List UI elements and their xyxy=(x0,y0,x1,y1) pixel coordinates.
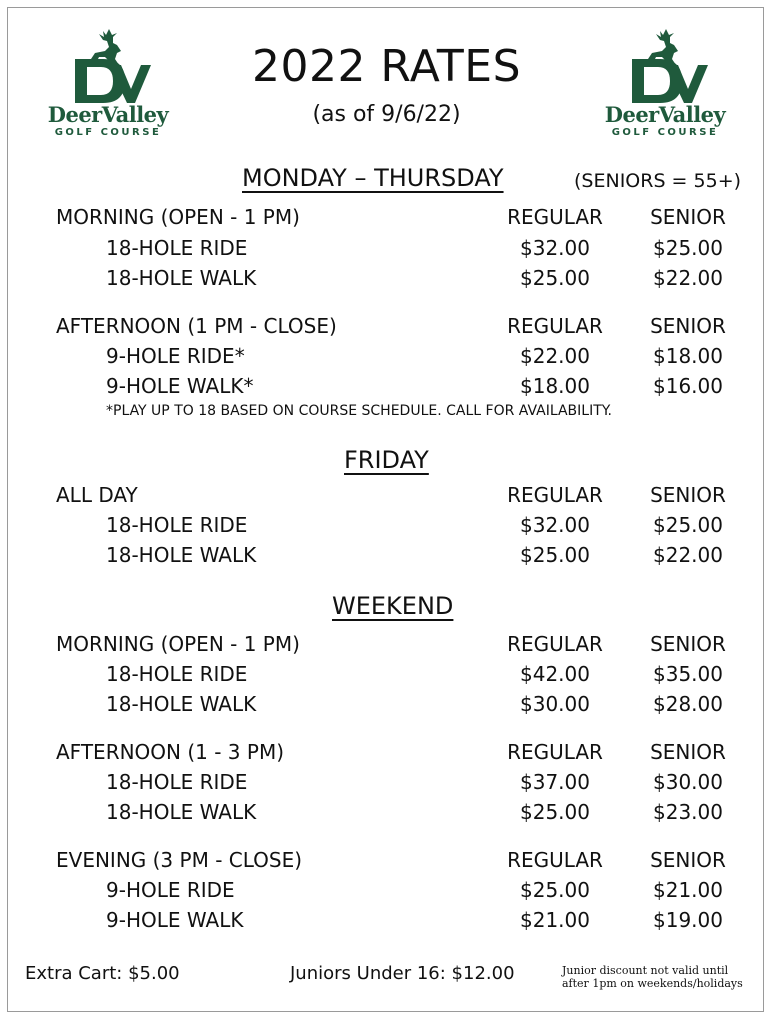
rate-senior: $28.00 xyxy=(653,692,723,716)
rate-senior: $23.00 xyxy=(653,800,723,824)
rate-name: 18-HOLE RIDE xyxy=(106,236,248,260)
rate-name: 18-HOLE WALK xyxy=(106,800,257,824)
column-header-regular: REGULAR xyxy=(507,483,603,507)
column-header-senior: SENIOR xyxy=(650,848,726,872)
rate-senior: $22.00 xyxy=(653,266,723,290)
section-heading-mon-thu: MONDAY – THURSDAY xyxy=(242,164,504,192)
rate-senior: $22.00 xyxy=(653,543,723,567)
rate-regular: $42.00 xyxy=(520,662,590,686)
rate-regular: $18.00 xyxy=(520,374,590,398)
logo-subtitle: GOLF COURSE xyxy=(54,127,162,138)
column-header-regular: REGULAR xyxy=(507,632,603,656)
page-title: 2022 RATES xyxy=(251,41,522,92)
rate-regular: $32.00 xyxy=(520,513,590,537)
rate-senior: $35.00 xyxy=(653,662,723,686)
rate-name: 9-HOLE WALK xyxy=(106,908,244,932)
extra-cart-price: Extra Cart: $5.00 xyxy=(25,963,180,984)
column-header-senior: SENIOR xyxy=(650,205,726,229)
column-header-senior: SENIOR xyxy=(650,740,726,764)
column-header-senior: SENIOR xyxy=(650,483,726,507)
junior-discount-note: Junior discount not valid until after 1pm on weekends/holidays xyxy=(562,964,743,990)
category-label: MORNING (OPEN - 1 PM) xyxy=(56,632,300,656)
rate-name: 18-HOLE WALK xyxy=(106,266,257,290)
footnote: *PLAY UP TO 18 BASED ON COURSE SCHEDULE. CALL FOR AVAILABILITY. xyxy=(106,403,612,419)
rate-regular: $25.00 xyxy=(520,800,590,824)
column-header-regular: REGULAR xyxy=(507,740,603,764)
juniors-price: Juniors Under 16: $12.00 xyxy=(290,963,515,984)
rate-regular: $22.00 xyxy=(520,344,590,368)
rate-regular: $37.00 xyxy=(520,770,590,794)
rate-name: 18-HOLE WALK xyxy=(106,543,257,567)
rate-regular: $25.00 xyxy=(520,543,590,567)
column-header-senior: SENIOR xyxy=(650,314,726,338)
rate-senior: $19.00 xyxy=(653,908,723,932)
rate-senior: $30.00 xyxy=(653,770,723,794)
logo-name: DeerValley xyxy=(604,102,726,127)
rate-name: 18-HOLE RIDE xyxy=(106,770,248,794)
category-label: AFTERNOON (1 - 3 PM) xyxy=(56,740,285,764)
rate-regular: $21.00 xyxy=(520,908,590,932)
column-header-senior: SENIOR xyxy=(650,632,726,656)
rate-name: 9-HOLE RIDE xyxy=(106,878,235,902)
logo-name: DeerValley xyxy=(47,102,169,127)
section-heading-weekend: WEEKEND xyxy=(332,592,454,620)
column-header-regular: REGULAR xyxy=(507,314,603,338)
rate-name: 18-HOLE WALK xyxy=(106,692,257,716)
column-header-regular: REGULAR xyxy=(507,205,603,229)
rate-senior: $21.00 xyxy=(653,878,723,902)
rate-senior: $16.00 xyxy=(653,374,723,398)
seniors-age-note: (SENIORS = 55+) xyxy=(574,170,742,192)
rate-regular: $25.00 xyxy=(520,878,590,902)
column-header-regular: REGULAR xyxy=(507,848,603,872)
category-label: EVENING (3 PM - CLOSE) xyxy=(56,848,303,872)
rate-name: 9-HOLE RIDE* xyxy=(106,344,245,368)
rate-regular: $32.00 xyxy=(520,236,590,260)
section-heading-friday: FRIDAY xyxy=(344,446,429,474)
rate-name: 9-HOLE WALK* xyxy=(106,374,254,398)
category-label: MORNING (OPEN - 1 PM) xyxy=(56,205,300,229)
rate-name: 18-HOLE RIDE xyxy=(106,662,248,686)
rate-senior: $25.00 xyxy=(653,513,723,537)
page-subtitle: (as of 9/6/22) xyxy=(312,102,461,127)
rate-senior: $25.00 xyxy=(653,236,723,260)
category-label: ALL DAY xyxy=(56,483,138,507)
category-label: AFTERNOON (1 PM - CLOSE) xyxy=(56,314,337,338)
logo-subtitle: GOLF COURSE xyxy=(611,127,719,138)
rate-regular: $30.00 xyxy=(520,692,590,716)
rate-senior: $18.00 xyxy=(653,344,723,368)
rate-name: 18-HOLE RIDE xyxy=(106,513,248,537)
rate-regular: $25.00 xyxy=(520,266,590,290)
